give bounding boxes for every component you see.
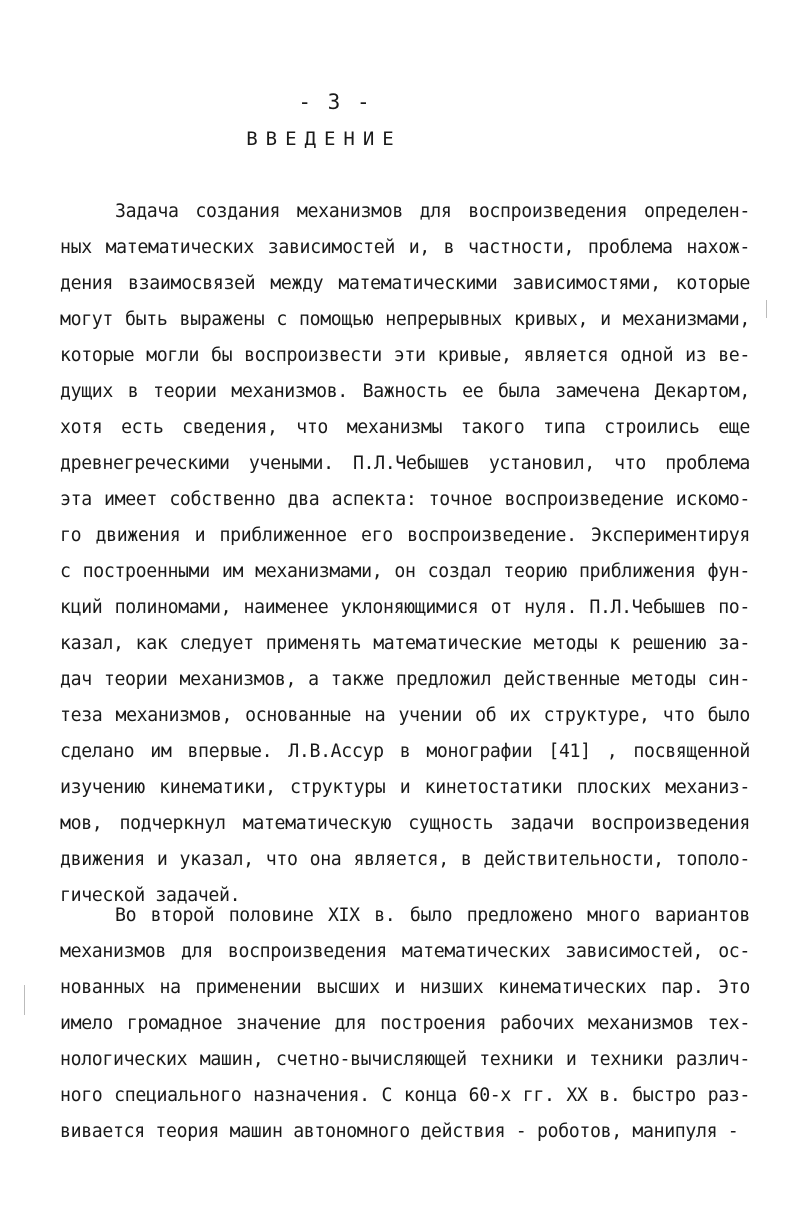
text-line: мов, подчеркнул математическую сущность задачи воспроизведения — [60, 813, 750, 834]
text-line: изучению кинематики, структуры и кинетостатики плоских механиз- — [60, 777, 750, 798]
scan-mark — [766, 300, 767, 318]
text-line: которые могли бы воспроизвести эти кривые, является одной из ве- — [60, 345, 750, 366]
text-line: дач теории механизмов, а также предложил действенные методы син- — [60, 669, 750, 690]
text-line: теза механизмов, основанные на учении об их структуре, что было — [60, 705, 750, 726]
text-line: го движения и приближенное его воспроизведение. Экспериментируя — [60, 525, 750, 546]
text-line: Во второй половине XIX в. было предложено много вариантов — [115, 905, 750, 926]
text-line: Задача создания механизмов для воспроизведения определен- — [115, 201, 750, 222]
text-line: сделано им впервые. Л.В.Ассур в монографии [41] , посвященной — [60, 741, 750, 762]
text-line: с построенными им механизмами, он создал теорию приближения фун- — [60, 561, 750, 582]
text-line: кций полиномами, наименее уклоняющимися от нуля. П.Л.Чебышев по- — [60, 597, 750, 618]
text-line: ного специального назначения. С конца 60-х гг. XX в. быстро раз- — [60, 1085, 750, 1106]
text-line: могут быть выражены с помощью непрерывных кривых, и механизмами, — [60, 309, 750, 330]
section-title: ВВЕДЕНИЕ — [246, 128, 402, 150]
text-line: имело громадное значение для построения рабочих механизмов тех- — [60, 1013, 750, 1034]
text-line: хотя есть сведения, что механизмы такого типа строились еще — [60, 417, 750, 438]
page-number: - 3 - — [298, 90, 372, 114]
text-line: вивается теория машин автономного действия - роботов, манипуля - — [60, 1121, 739, 1142]
text-line: эта имеет собственно два аспекта: точное воспроизведение искомо- — [60, 489, 750, 510]
text-line: древнегреческими учеными. П.Л.Чебышев установил, что проблема — [60, 453, 750, 474]
text-line: ных математических зависимостей и, в частности, проблема нахож- — [60, 237, 750, 258]
text-line: нологических машин, счетно-вычисляющей техники и техники различ- — [60, 1049, 750, 1070]
text-line: казал, как следует применять математические методы к решению за- — [60, 633, 750, 654]
text-line: механизмов для воспроизведения математических зависимостей, ос- — [60, 941, 750, 962]
text-line: гической задачей. — [60, 885, 241, 906]
paragraph-1 — [60, 194, 750, 914]
text-line: дения взаимосвязей между математическими зависимостями, которые — [60, 273, 750, 294]
text-line: движения и указал, что она является, в действительности, тополо- — [60, 849, 750, 870]
text-line: дущих в теории механизмов. Важность ее была замечена Декартом, — [60, 381, 750, 402]
paragraph-2 — [60, 898, 750, 1150]
scan-mark — [24, 985, 25, 1015]
text-line: нованных на применении высших и низших кинематических пар. Это — [60, 977, 750, 998]
